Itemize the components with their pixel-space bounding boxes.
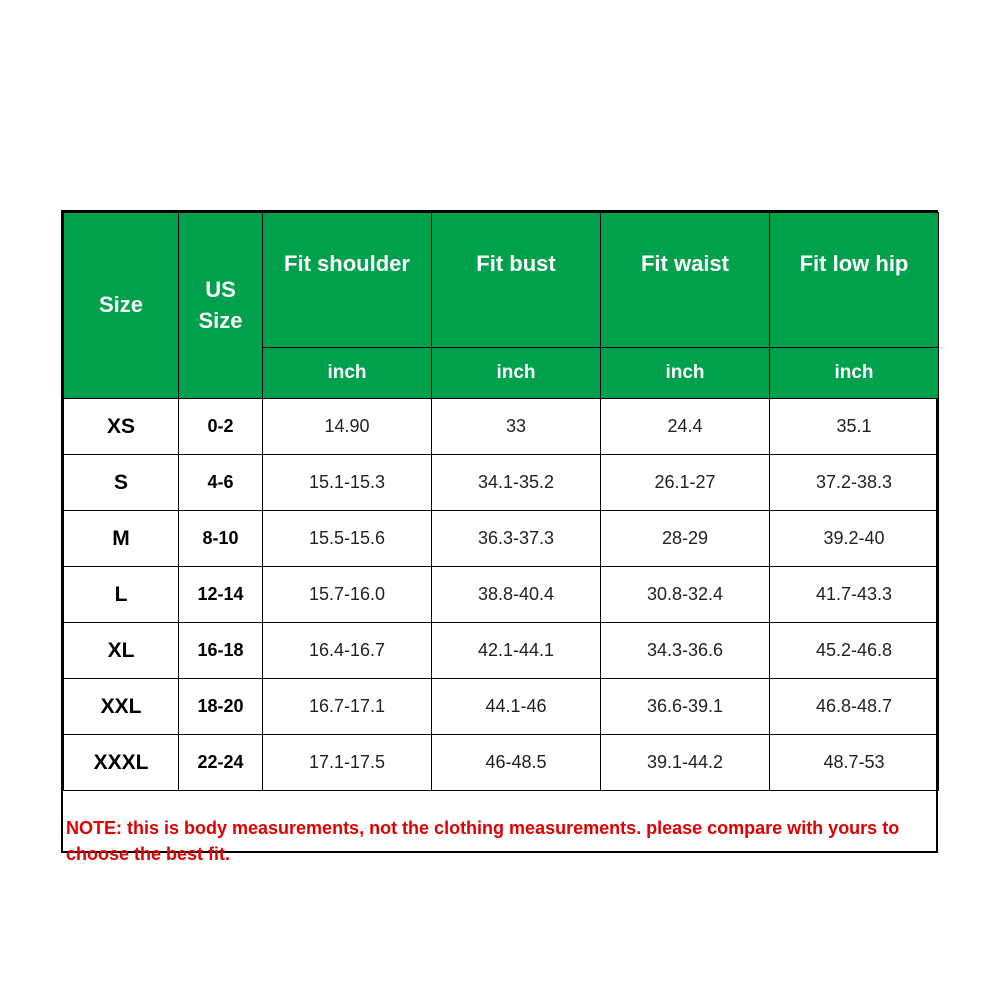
header-size: Size — [64, 213, 179, 399]
header-row — [64, 213, 939, 348]
header-fit-low-hip: Fit low hip — [770, 213, 939, 348]
header-fit-bust: Fit bust — [432, 213, 601, 348]
us-size-cell: 12-14 — [179, 567, 263, 623]
us-size-cell: 16-18 — [179, 623, 263, 679]
low-hip-cell: 45.2-46.8 — [770, 623, 939, 679]
header-fit-waist: Fit waist — [601, 213, 770, 348]
header-us-size — [179, 213, 263, 399]
us-size-cell: 22-24 — [179, 735, 263, 791]
shoulder-cell: 17.1-17.5 — [263, 735, 432, 791]
header-fit-shoulder: Fit shoulder — [263, 213, 432, 348]
waist-cell: 34.3-36.6 — [601, 623, 770, 679]
us-size-cell: 0-2 — [179, 399, 263, 455]
shoulder-cell: 15.1-15.3 — [263, 455, 432, 511]
size-cell: XS — [64, 399, 179, 455]
size-table — [63, 212, 939, 791]
table-row — [64, 679, 939, 735]
size-cell: M — [64, 511, 179, 567]
size-cell: XXL — [64, 679, 179, 735]
header-us-size-line1: US — [205, 276, 236, 302]
bust-cell: 34.1-35.2 — [432, 455, 601, 511]
us-size-cell: 18-20 — [179, 679, 263, 735]
size-cell: L — [64, 567, 179, 623]
bust-cell: 46-48.5 — [432, 735, 601, 791]
waist-cell: 39.1-44.2 — [601, 735, 770, 791]
waist-cell: 28-29 — [601, 511, 770, 567]
us-size-cell: 4-6 — [179, 455, 263, 511]
low-hip-cell: 35.1 — [770, 399, 939, 455]
bust-cell: 33 — [432, 399, 601, 455]
low-hip-cell: 48.7-53 — [770, 735, 939, 791]
shoulder-cell: 16.4-16.7 — [263, 623, 432, 679]
measurement-note: NOTE: this is body measurements, not the clothing measurements. please compare with yours to choose the best fit. — [66, 818, 900, 864]
bust-cell: 36.3-37.3 — [432, 511, 601, 567]
size-chart — [61, 210, 938, 864]
header-us-size-line2: Size — [198, 307, 243, 333]
size-cell: XXXL — [64, 735, 179, 791]
bust-cell: 42.1-44.1 — [432, 623, 601, 679]
table-row — [64, 623, 939, 679]
table-row — [64, 567, 939, 623]
low-hip-cell: 41.7-43.3 — [770, 567, 939, 623]
unit-label: inch — [263, 348, 432, 399]
unit-label: inch — [601, 348, 770, 399]
table-row — [64, 735, 939, 791]
unit-label: inch — [432, 348, 601, 399]
waist-cell: 26.1-27 — [601, 455, 770, 511]
low-hip-cell: 37.2-38.3 — [770, 455, 939, 511]
bust-cell: 44.1-46 — [432, 679, 601, 735]
shoulder-cell: 14.90 — [263, 399, 432, 455]
table-row — [64, 511, 939, 567]
unit-label: inch — [770, 348, 939, 399]
waist-cell: 36.6-39.1 — [601, 679, 770, 735]
bust-cell: 38.8-40.4 — [432, 567, 601, 623]
us-size-cell: 8-10 — [179, 511, 263, 567]
size-cell: XL — [64, 623, 179, 679]
table-row — [64, 455, 939, 511]
waist-cell: 30.8-32.4 — [601, 567, 770, 623]
low-hip-cell: 39.2-40 — [770, 511, 939, 567]
shoulder-cell: 16.7-17.1 — [263, 679, 432, 735]
waist-cell: 24.4 — [601, 399, 770, 455]
low-hip-cell: 46.8-48.7 — [770, 679, 939, 735]
shoulder-cell: 15.5-15.6 — [263, 511, 432, 567]
size-cell: S — [64, 455, 179, 511]
shoulder-cell: 15.7-16.0 — [263, 567, 432, 623]
table-row — [64, 399, 939, 455]
